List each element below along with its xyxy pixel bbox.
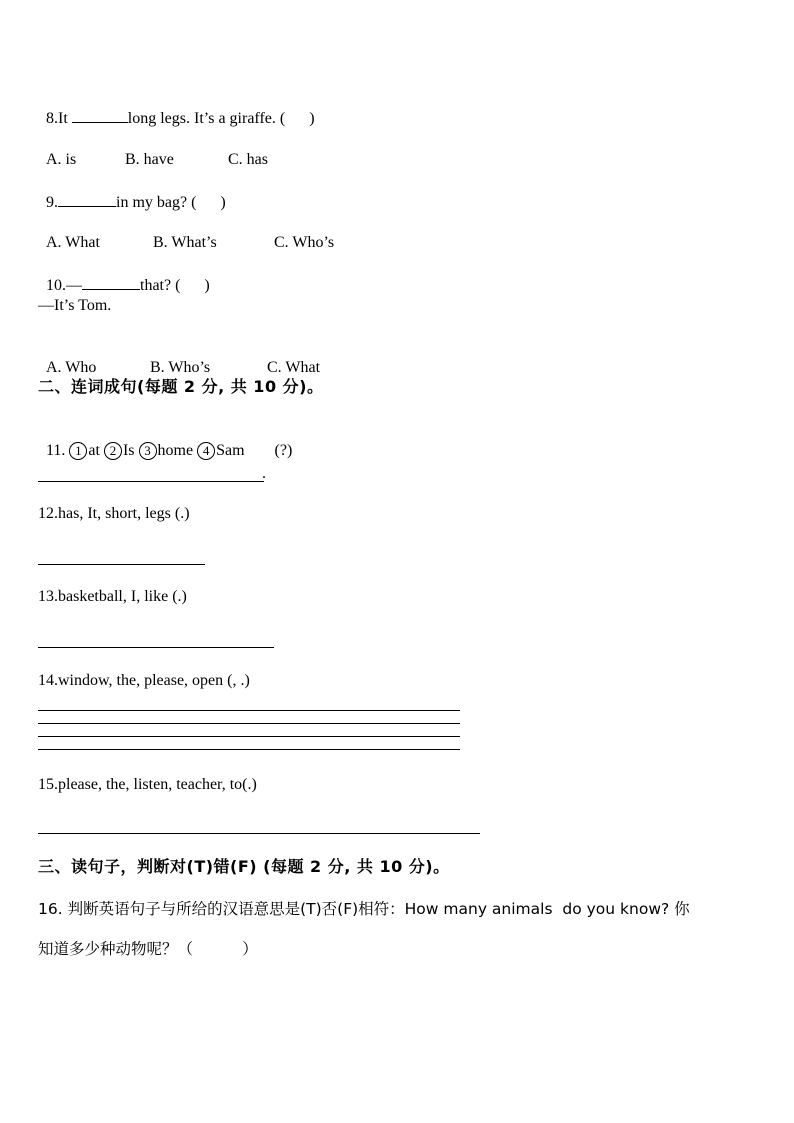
option-b[interactable]: B. have: [125, 151, 174, 168]
question-8-prefix: 8.It: [46, 110, 72, 127]
question-8-options: [38, 130, 268, 170]
answer-line[interactable]: [38, 710, 460, 711]
question-15: 15.please, the, listen, teacher, to(.): [38, 776, 257, 793]
answer-blank[interactable]: [72, 108, 128, 123]
question-10-options: [38, 338, 320, 378]
word-at: at: [88, 442, 104, 459]
answer-line[interactable]: [38, 749, 460, 750]
question-14: 14.window, the, please, open (, .): [38, 672, 250, 689]
question-9-prefix: 9.: [46, 194, 58, 211]
option-c[interactable]: C. What: [267, 359, 321, 376]
question-10: [38, 255, 210, 296]
question-9-text: in my bag? ( ): [116, 194, 226, 211]
option-a[interactable]: A. Who: [46, 359, 97, 376]
circled-number-4: 4: [197, 442, 215, 460]
option-b[interactable]: B. Who’s: [150, 359, 211, 376]
answer-blank[interactable]: [82, 275, 140, 290]
word-sam: Sam: [216, 442, 245, 459]
answer-line[interactable]: [38, 564, 205, 565]
question-11-prefix: 11.: [46, 442, 70, 459]
word-home: home: [157, 442, 198, 459]
answer-line[interactable]: [38, 481, 264, 482]
option-b[interactable]: B. What’s: [153, 234, 217, 251]
question-13: 13.basketball, I, like (.): [38, 588, 187, 605]
question-11: [38, 421, 292, 461]
answer-line[interactable]: [38, 723, 460, 724]
option-a[interactable]: A. is: [46, 151, 77, 168]
answer-line[interactable]: [38, 647, 274, 648]
option-c[interactable]: C. Who’s: [274, 234, 335, 251]
question-12: 12.has, It, short, legs (.): [38, 505, 190, 522]
circled-number-1: 1: [69, 442, 87, 460]
section-3-heading: 三、读句子，判断对(T)错(F) (每题 2 分, 共 10 分)。: [38, 857, 450, 876]
question-11-punctuation: (?): [274, 442, 293, 459]
question-9-options: [38, 213, 334, 253]
section-2-heading: 二、连词成句(每题 2 分, 共 10 分)。: [38, 377, 324, 396]
question-16-line-1: 16. 判断英语句子与所给的汉语意思是(T)否(F)相符：How many animals do you know? 你: [38, 900, 690, 918]
question-10-answer-line: —It’s Tom.: [38, 297, 112, 314]
question-8-text: long legs. It’s a giraffe. ( ): [127, 110, 315, 127]
question-10-prefix: 10.—: [46, 277, 82, 294]
word-is: Is: [122, 442, 139, 459]
answer-blank[interactable]: [58, 192, 116, 207]
answer-line[interactable]: [38, 736, 460, 737]
option-c[interactable]: C. has: [228, 151, 268, 168]
question-9: [38, 172, 226, 213]
answer-line[interactable]: [38, 833, 480, 834]
answer-period: .: [262, 465, 266, 482]
circled-number-3: 3: [139, 442, 157, 460]
question-16-line-2: 知道多少种动物呢？（ ）: [38, 940, 258, 958]
question-10-text: that? ( ): [140, 277, 210, 294]
circled-number-2: 2: [104, 442, 122, 460]
option-a[interactable]: A. What: [46, 234, 100, 251]
question-8: [38, 88, 315, 129]
